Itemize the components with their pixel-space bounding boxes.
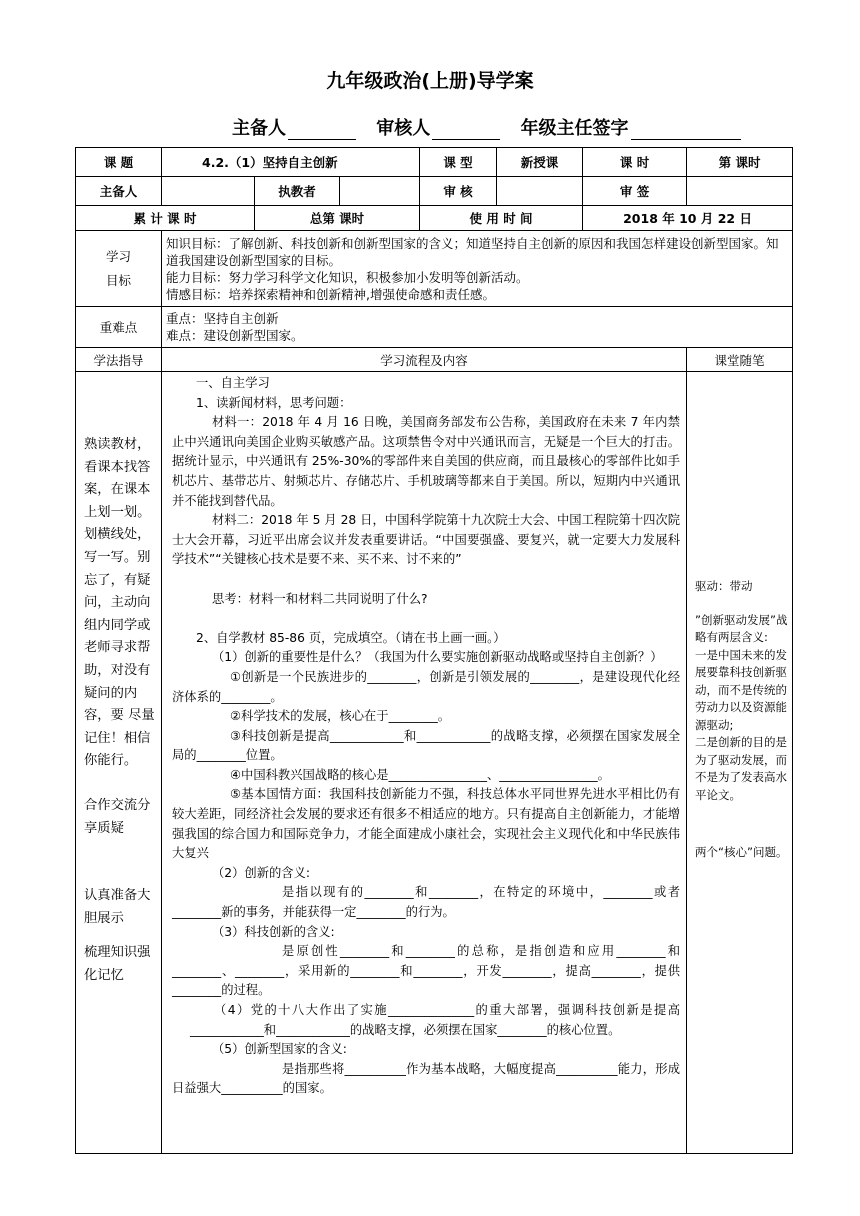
review-sign-label: 审核人	[376, 118, 431, 139]
goals-label-line2: 目标	[105, 272, 131, 288]
date-value: 2018 年 10 月 22 日	[583, 206, 793, 231]
material-one: 材料一：2018 年 4 月 16 日晚，美国商务部发布公告称，美国政府在未来 7 年内禁止中兴通讯向美国企业购买敏感产品。这项禁售令对中兴通讯而言，无疑是一个巨大的打击。据统计显示，中兴通讯有 25%-30%的零部件来自美国的供应商，而且最核心的零部件比如手机芯片、基带芯片、射频芯片、存储芯片、手机玻璃等都来自于美国。所以，短期内中兴通讯并不能找到替代品。	[172, 415, 681, 508]
note-meaning-two: 二是创新的目的是为了驱动发展，而不是为了发表高水平论文。	[695, 735, 788, 802]
note-drive: 驱动：带动	[695, 579, 753, 593]
row-body	[76, 372, 793, 1154]
header-notes: 课堂随笔	[687, 348, 793, 372]
director-sign-blank[interactable]	[631, 121, 741, 140]
row-goals	[76, 231, 793, 307]
question-1-d: ④中国科教兴国战略的核心是________________、________________。	[230, 767, 610, 782]
host-sign-label: 主备人	[232, 118, 286, 139]
sign-value[interactable]	[687, 177, 793, 206]
sign-label: 审 签	[583, 177, 687, 206]
question-5-a: 是指那些将__________作为基本战略，大幅度提高__________能力，形成日益强大__________的国家。	[172, 1061, 681, 1096]
review-sign-blank[interactable]	[432, 121, 500, 140]
audit-value[interactable]	[497, 177, 583, 206]
task-read-news: 1、读新闻材料，思考问题：	[196, 395, 352, 410]
question-2: （2）创新的含义:	[212, 865, 311, 880]
guide-review: 梳理知识强化记忆	[84, 945, 151, 983]
question-1-c: ③科技创新是提高____________和____________的战略支撑，必须摆在国家发展全局的________位置。	[172, 728, 681, 763]
note-two-cores: 两个“核心”问题。	[695, 845, 788, 859]
question-1-e: ⑤基本国情方面：我国科技创新能力不强，科技总体水平同世界先进水平相比仍有较大差距，同经济社会发展的要求还有很多不相适应的地方。只有提高自主创新能力，才能增强我国的综合国力和国际竞争力，才能全面建成小康社会，实现社会主义现代化和中华民族伟大复兴	[172, 787, 681, 861]
row-staff	[76, 177, 793, 206]
question-3: （3）科技创新的含义:	[212, 924, 335, 939]
audit-label: 审 核	[420, 177, 497, 206]
notes-column	[687, 372, 793, 1154]
guide-show: 认真准备大胆展示	[84, 888, 151, 926]
goals-label-line1: 学习	[105, 248, 131, 264]
host-value[interactable]	[162, 177, 255, 206]
goals-content	[162, 231, 793, 307]
question-1-a: ①创新是一个民族进步的________，创新是引领发展的________，是建设现代化经济体系的________。	[172, 669, 681, 704]
total-label: 累 计 课 时	[76, 206, 255, 231]
signature-line	[232, 114, 741, 140]
question-1: （1）创新的重要性是什么？（我国为什么要实施创新驱动战略或坚持自主创新？）	[212, 650, 663, 665]
goal-ability: 能力目标：努力学习科学文化知识，积极参加小发明等创新活动。	[166, 269, 529, 285]
question-1-b: ②科学技术的发展，核心在于________。	[230, 709, 451, 724]
row-course	[76, 148, 793, 177]
total-value: 总第 课时	[255, 206, 420, 231]
type-value: 新授课	[497, 148, 583, 177]
section-self-study: 一、自主学习	[196, 376, 270, 390]
material-two: 材料二：2018 年 5 月 28 日，中国科学院第十九次院士大会、中国工程院第十四次院士大会开幕，习近平出席会议并发表重要讲话。“中国要强盛、要复兴，就一定要大力发展科学技术”“关键核心技术是要不来、买不来、讨不来的”	[172, 513, 681, 567]
date-label: 使 用 时 间	[420, 206, 583, 231]
flow-content	[162, 372, 687, 1154]
task-self-study-book: 2、自学教材 85-86 页，完成填空。（请在书上画一画。）	[196, 630, 506, 645]
goal-emotion: 情感目标：培养探索精神和创新精神,增强使命感和责任感。	[166, 286, 495, 302]
guide-cooperate: 合作交流分享质疑	[84, 797, 151, 836]
key-point: 重点：坚持自主创新	[166, 311, 279, 326]
document-title: 九年级政治(上册)导学案	[326, 70, 534, 92]
question-4: （4）党的十八大作出了实施______________的重大部署，强调科技创新是提高____________和____________的战略支撑，必须摆在国家________的核心位置。	[190, 1003, 681, 1037]
type-label: 课 型	[420, 148, 497, 177]
guide-column	[76, 372, 162, 1154]
row-key	[76, 307, 793, 348]
think-question: 思考：材料一和材料二共同说明了什么?	[212, 591, 428, 606]
header-guide: 学法指导	[76, 348, 162, 372]
goals-label	[76, 231, 162, 307]
question-3-a: 是原创性________和________的总称，是指创造和应用________和________、________，采用新的________和________，开发________，提高________，提供________的过程。	[172, 944, 681, 998]
course-label: 课 题	[76, 148, 162, 177]
key-content	[162, 307, 793, 348]
guide-read: 熟读教材，看课本找答案，在课本上划一划。划横线处，写一写。别忘了，有疑问，主动向组内同学或老师寻求帮助，对没有疑问的内容，要 尽量记住！相信你能行。	[84, 437, 155, 769]
key-difficulty: 难点：建设创新型国家。	[166, 328, 304, 343]
note-meaning-one: 一是中国未来的发展要靠科技创新驱动，而不是传统的劳动力以及资源能源驱动;	[695, 647, 788, 732]
question-2-a: 是指以现有的________和________，在特定的环境中，________或者________新的事务，并能获得一定________的行为。	[172, 885, 681, 920]
period-value: 第 课时	[687, 148, 793, 177]
note-strategy: ”创新驱动发展”战略有两层含义:	[695, 612, 788, 644]
director-sign-label: 年级主任签字	[520, 118, 629, 139]
host-sign-blank[interactable]	[288, 121, 356, 140]
period-label: 课 时	[583, 148, 687, 177]
row-header	[76, 348, 793, 372]
key-label: 重难点	[76, 307, 162, 348]
row-time	[76, 206, 793, 231]
teacher-value[interactable]	[340, 177, 420, 206]
question-5: （5）创新型国家的含义:	[212, 1042, 347, 1057]
header-flow: 学习流程及内容	[162, 348, 687, 372]
goal-knowledge: 知识目标：了解创新、科技创新和创新型国家的含义；知道坚持自主创新的原因和我国怎样建设创新型国家。知道我国建设创新型国家的目标。	[166, 235, 779, 268]
host-label: 主备人	[76, 177, 162, 206]
study-plan-table	[75, 147, 793, 1154]
teacher-label: 执教者	[255, 177, 340, 206]
course-value: 4.2.（1）坚持自主创新	[162, 148, 420, 177]
